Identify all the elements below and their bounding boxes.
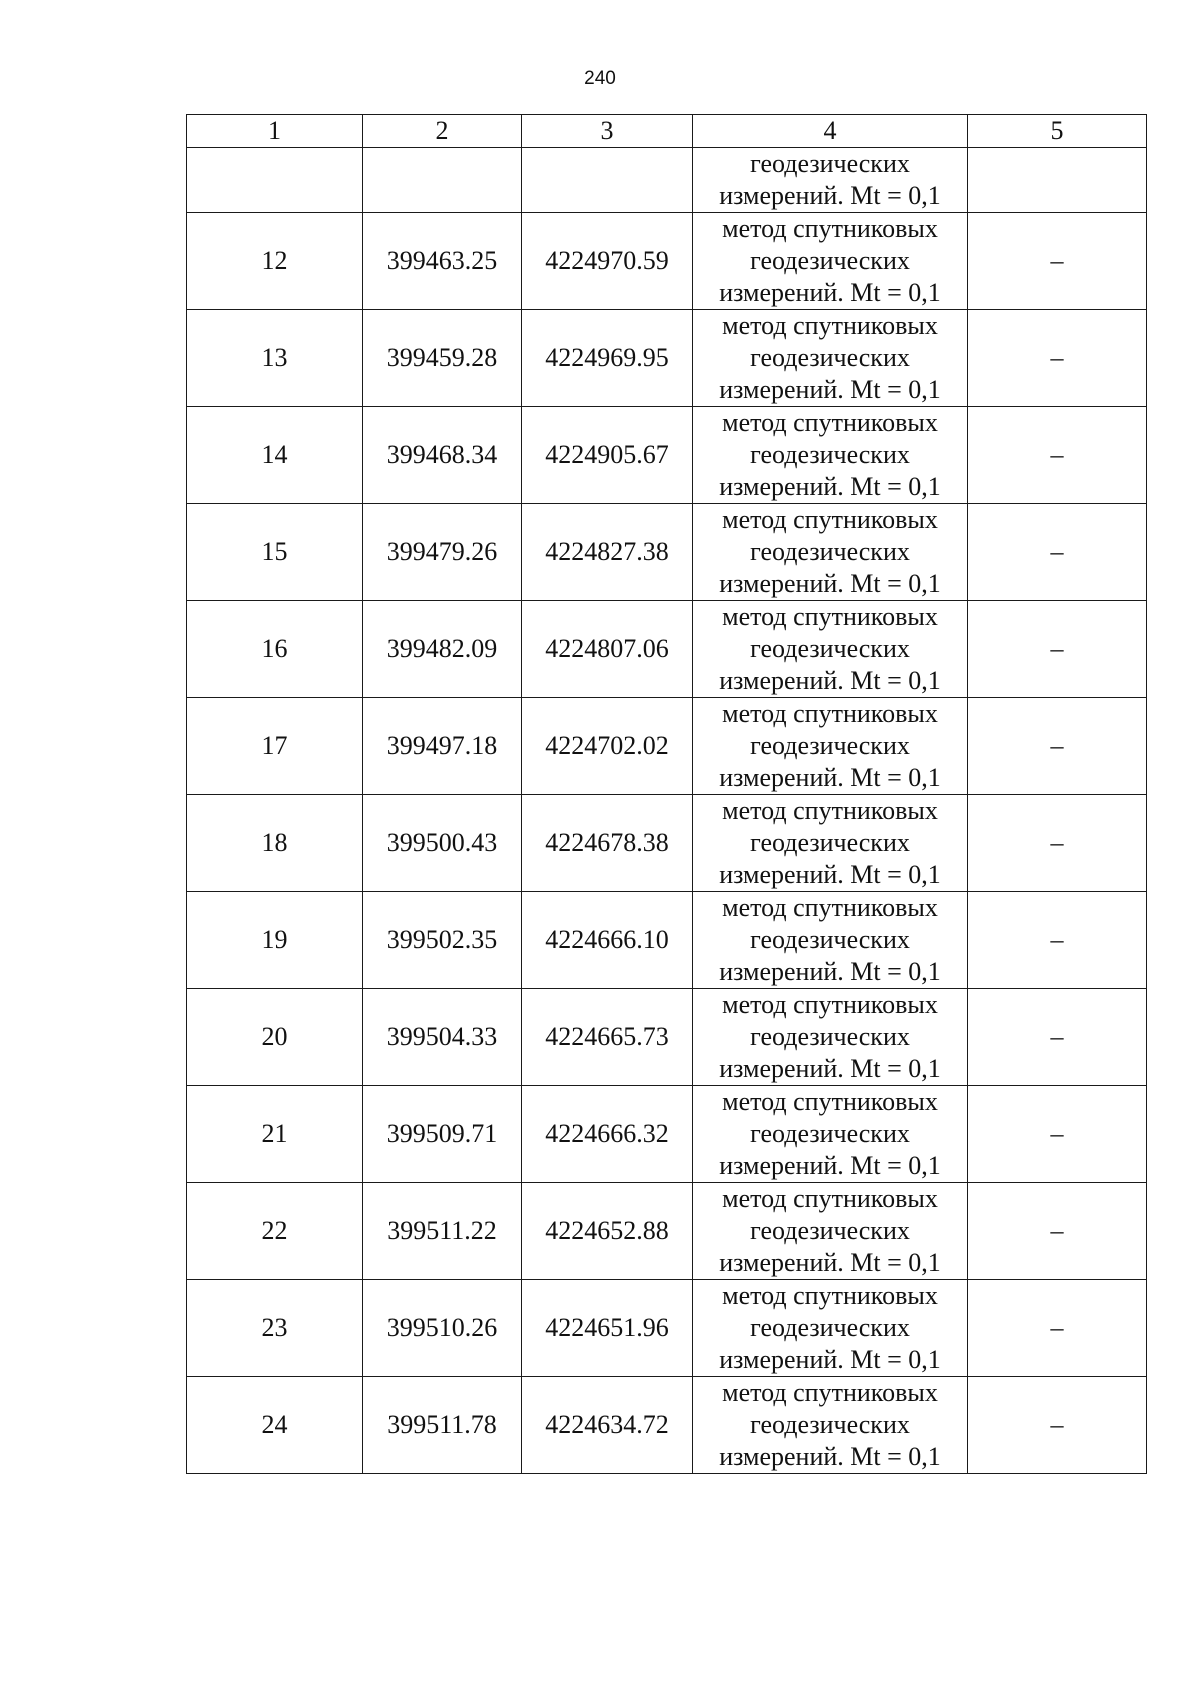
cell-x: 399511.22 [363,1183,522,1280]
cell-method [693,1280,968,1377]
table-header-row [187,115,1147,148]
cell-note: – [968,310,1147,407]
method-line: геодезических [750,634,910,663]
method-line: измерений. Mt = 0,1 [719,957,941,986]
method-line: геодезических [750,731,910,760]
table-row [187,504,1147,601]
cell-note: – [968,407,1147,504]
table-row [187,1183,1147,1280]
cell-method [693,698,968,795]
cell-x: 399463.25 [363,213,522,310]
table-row [187,795,1147,892]
cell-note: – [968,989,1147,1086]
cell-y: 4224970.59 [522,213,693,310]
table-row [187,310,1147,407]
method-line: геодезических [750,1022,910,1051]
method-line: метод спутниковых [722,311,938,340]
method-line: измерений. Mt = 0,1 [719,666,941,695]
header-col-5: 5 [968,115,1147,148]
method-line: геодезических [750,149,910,178]
method-line: геодезических [750,828,910,857]
method-line: метод спутниковых [722,699,938,728]
cell-number [187,148,363,213]
cell-number: 17 [187,698,363,795]
cell-number: 20 [187,989,363,1086]
method-line: метод спутниковых [722,990,938,1019]
cell-number: 14 [187,407,363,504]
method-line: метод спутниковых [722,1184,938,1213]
table-row [187,1280,1147,1377]
cell-number: 16 [187,601,363,698]
cell-y: 4224807.06 [522,601,693,698]
header-col-1: 1 [187,115,363,148]
header-col-2: 2 [363,115,522,148]
table-row [187,698,1147,795]
cell-number: 23 [187,1280,363,1377]
cell-number: 21 [187,1086,363,1183]
method-line: измерений. Mt = 0,1 [719,181,941,210]
cell-y: 4224666.32 [522,1086,693,1183]
method-line: измерений. Mt = 0,1 [719,860,941,889]
cell-method [693,407,968,504]
method-line: метод спутниковых [722,214,938,243]
method-line: метод спутниковых [722,1281,938,1310]
cell-x: 399510.26 [363,1280,522,1377]
cell-x: 399500.43 [363,795,522,892]
cell-y: 4224666.10 [522,892,693,989]
method-line: геодезических [750,537,910,566]
cell-note [968,148,1147,213]
cell-note: – [968,1280,1147,1377]
cell-note: – [968,1183,1147,1280]
method-line: измерений. Mt = 0,1 [719,1442,941,1471]
cell-note: – [968,601,1147,698]
cell-method [693,1377,968,1474]
cell-y: 4224827.38 [522,504,693,601]
cell-x: 399504.33 [363,989,522,1086]
table-row [187,407,1147,504]
method-line: метод спутниковых [722,408,938,437]
cell-y: 4224905.67 [522,407,693,504]
method-line: геодезических [750,1313,910,1342]
cell-number: 22 [187,1183,363,1280]
cell-y [522,148,693,213]
method-line: измерений. Mt = 0,1 [719,1054,941,1083]
cell-y: 4224969.95 [522,310,693,407]
cell-note: – [968,892,1147,989]
cell-x: 399497.18 [363,698,522,795]
cell-method [693,504,968,601]
cell-note: – [968,795,1147,892]
cell-number: 18 [187,795,363,892]
cell-x: 399511.78 [363,1377,522,1474]
table-row [187,892,1147,989]
table-row [187,989,1147,1086]
cell-method [693,795,968,892]
cell-x: 399509.71 [363,1086,522,1183]
coordinates-table [186,114,1147,1474]
cell-note: – [968,1086,1147,1183]
table-row [187,1377,1147,1474]
method-line: измерений. Mt = 0,1 [719,763,941,792]
cell-method [693,892,968,989]
table-row-continuation [187,148,1147,213]
method-line: метод спутниковых [722,505,938,534]
cell-x: 399482.09 [363,601,522,698]
method-line: метод спутниковых [722,602,938,631]
cell-note: – [968,698,1147,795]
method-line: измерений. Mt = 0,1 [719,375,941,404]
cell-note: – [968,213,1147,310]
method-line: метод спутниковых [722,893,938,922]
cell-y: 4224634.72 [522,1377,693,1474]
header-col-4: 4 [693,115,968,148]
cell-y: 4224678.38 [522,795,693,892]
cell-note: – [968,1377,1147,1474]
table-row [187,213,1147,310]
table-body [187,148,1147,1474]
method-line: геодезических [750,440,910,469]
cell-number: 19 [187,892,363,989]
cell-y: 4224702.02 [522,698,693,795]
cell-y: 4224665.73 [522,989,693,1086]
cell-method [693,601,968,698]
page-number: 240 [584,68,616,89]
method-line: метод спутниковых [722,1378,938,1407]
cell-x: 399459.28 [363,310,522,407]
cell-y: 4224652.88 [522,1183,693,1280]
cell-x: 399468.34 [363,407,522,504]
method-line: измерений. Mt = 0,1 [719,472,941,501]
cell-y: 4224651.96 [522,1280,693,1377]
table-row [187,1086,1147,1183]
method-line: геодезических [750,343,910,372]
cell-method [693,1086,968,1183]
method-line: измерений. Mt = 0,1 [719,278,941,307]
cell-method [693,148,968,213]
cell-method [693,1183,968,1280]
cell-number: 12 [187,213,363,310]
method-line: измерений. Mt = 0,1 [719,1151,941,1180]
cell-number: 24 [187,1377,363,1474]
method-line: метод спутниковых [722,1087,938,1116]
method-line: геодезических [750,1119,910,1148]
method-line: метод спутниковых [722,796,938,825]
cell-number: 15 [187,504,363,601]
header-col-3: 3 [522,115,693,148]
method-line: измерений. Mt = 0,1 [719,1345,941,1374]
method-line: измерений. Mt = 0,1 [719,569,941,598]
cell-method [693,310,968,407]
method-line: геодезических [750,1410,910,1439]
method-line: геодезических [750,925,910,954]
cell-x: 399502.35 [363,892,522,989]
method-line: геодезических [750,246,910,275]
cell-x: 399479.26 [363,504,522,601]
cell-x [363,148,522,213]
table-row [187,601,1147,698]
cell-number: 13 [187,310,363,407]
method-line: геодезических [750,1216,910,1245]
cell-note: – [968,504,1147,601]
method-line: измерений. Mt = 0,1 [719,1248,941,1277]
cell-method [693,989,968,1086]
cell-method [693,213,968,310]
